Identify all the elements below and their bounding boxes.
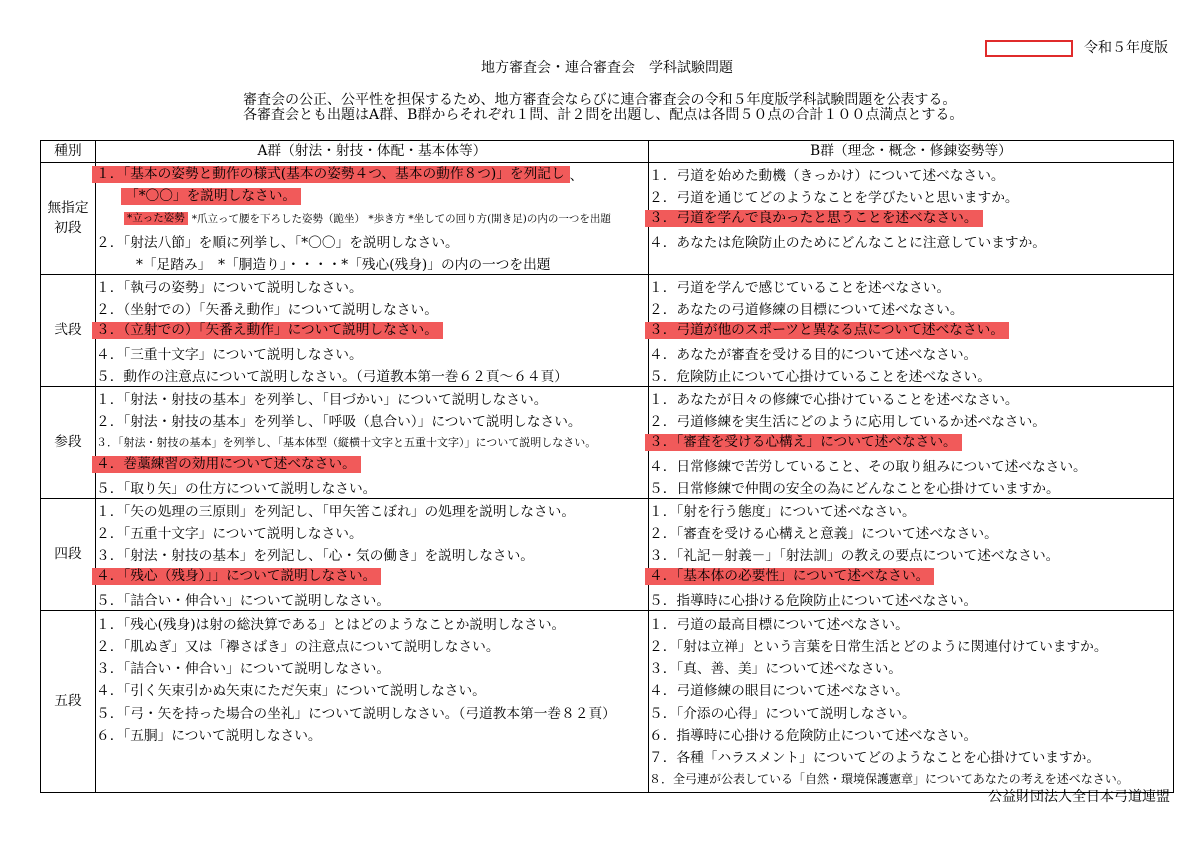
column-header-grade: 種別 [41, 141, 96, 163]
question-item: １．「矢の処理の三原則」を列記し、「甲矢筈こぼれ」の処理を説明しなさい。 [96, 503, 576, 520]
question-item: ４．日常修練で苦労していること、その取り組みについて述べなさい。 [649, 458, 1087, 475]
intro-line: 各審査会とも出題はA群、B群からそれぞれ１問、計２問を出題し、配点は各問５０点の合計１００点満点とする。 [243, 107, 964, 123]
question-item: ２．「五重十文字」について説明しなさい。 [96, 526, 363, 543]
question-item: ４．「引く矢束引かぬ矢束にただ矢束」について説明しなさい。 [96, 683, 486, 700]
question-item: ８．全弓連が公表している「自然・環境保護憲章」についてあなたの考えを述べなさい。 [649, 771, 1129, 786]
question-item: ４．「三重十文字」について説明しなさい。 [96, 346, 363, 363]
highlighted-question: ３．（立射での）「矢番え動作」について説明しなさい。 [92, 322, 443, 339]
question-item: ５．指導時に心掛ける危険防止について述べなさい。 [649, 592, 978, 609]
grade-label: 弐段 [54, 322, 82, 339]
highlighted-question: ４．「基本体の必要性」について述べなさい。 [645, 568, 934, 585]
question-item: ２．弓道を通じてどのようなことを学びたいと思いますか。 [649, 190, 1019, 207]
grade-cell [41, 163, 96, 275]
question-item: ４．あなたは危険防止のためにどんなことに注意していますか。 [649, 234, 1046, 251]
question-item [649, 207, 1173, 229]
row-godan [41, 610, 1174, 792]
intro-text [243, 93, 963, 123]
exam-table [40, 140, 1174, 793]
row-nidan [41, 274, 1174, 386]
question-note: *「足踏み」 *「胴造り」・・・・*「残心(残身)」の内の一つを出題 [136, 256, 551, 273]
question-item: １．あなたが日々の修練で心掛けていることを述べなさい。 [649, 391, 1019, 408]
grade-label: 五段 [54, 693, 82, 710]
question-item [96, 565, 648, 587]
question-tail: 、 [569, 168, 584, 185]
question-item: ２．「射は立禅」という言葉を日常生活とどのように関連付けていますか。 [649, 639, 1108, 656]
question-item: ４．弓道修練の眼目について述べなさい。 [649, 683, 909, 700]
group-a-questions [96, 163, 649, 275]
question-item: １．「執弓の姿勢」について説明しなさい。 [96, 280, 363, 297]
table-header-row [41, 141, 1174, 163]
page-title: 地方審査会・連合審査会 学科試験問題 [481, 60, 733, 76]
row-mushitei-shodan [41, 163, 1174, 275]
question-item: ５．「詰合い・伸合い」について説明しなさい。 [96, 592, 391, 609]
question-note [96, 185, 648, 207]
group-b-questions [649, 163, 1174, 275]
question-item [649, 319, 1173, 341]
grade-label: 無指定 [47, 200, 89, 217]
group-a-questions [96, 386, 649, 498]
row-sandan [41, 386, 1174, 498]
question-item: ２．「審査を受ける心構えと意義」について述べなさい。 [649, 526, 998, 543]
question-item: １．「射法・射技の基本」を列挙し、「目づかい」について説明しなさい。 [96, 391, 548, 408]
highlighted-question: １．「基本の姿勢と動作の様式(基本の姿勢４つ、基本の動作８つ)」を列記し [92, 166, 570, 183]
question-item: ２．「肌ぬぎ」又は「襷さばき」の注意点について説明しなさい。 [96, 639, 500, 656]
group-b-questions [649, 610, 1174, 792]
question-item: ３．「真、善、美」について述べなさい。 [649, 661, 902, 678]
group-a-questions [96, 274, 649, 386]
highlighted-question: ４．「残心（残身）」」について説明しなさい。 [92, 568, 381, 585]
group-b-questions [649, 386, 1174, 498]
group-b-questions [649, 498, 1174, 610]
question-item: ３．「詰合い・伸合い」について説明しなさい。 [96, 661, 391, 678]
grade-cell [41, 498, 96, 610]
question-item: ３．「礼記－射義－」「射法訓」の教えの要点について述べなさい。 [649, 548, 1060, 565]
highlighted-question: ４．巻藁練習の効用について述べなさい。 [92, 456, 361, 473]
grade-label: 四段 [54, 546, 82, 563]
question-item: １．「射を行う態度」について述べなさい。 [649, 503, 916, 520]
question-item: ２．「射法八節」を順に列挙し、「*〇〇」を説明しなさい。 [96, 234, 459, 251]
question-item: ４．あなたが審査を受ける目的について述べなさい。 [649, 346, 978, 363]
question-item: ５．危険防止について心掛けていることを述べなさい。 [649, 368, 991, 385]
edition-label: 令和５年度版 [1084, 40, 1168, 56]
question-item: ５．動作の注意点について説明しなさい。（弓道教本第一巻６２頁～６４頁） [96, 368, 568, 385]
highlighted-question: *立った姿勢 [124, 212, 188, 225]
row-yondan [41, 498, 1174, 610]
question-item: １．「残心(残身)は射の総決算である」とはどのようなことか説明しなさい。 [96, 616, 566, 633]
highlighted-question: ３．弓道を学んで良かったと思うことを述べなさい。 [645, 210, 983, 227]
question-item: １．弓道を学んで感じていることを述べなさい。 [649, 280, 951, 297]
question-item: ５．「介添の心得」について説明しなさい。 [649, 705, 916, 722]
publisher-name: 公益財団法人全日本弓道連盟 [988, 789, 1170, 805]
grade-cell [41, 610, 96, 792]
question-item [649, 431, 1173, 453]
column-header-group-b: B群（理念・概念・修錬姿勢等） [649, 141, 1174, 163]
question-note [96, 207, 648, 229]
highlighted-question: ３．弓道が他のスポーツと異なる点について述べなさい。 [645, 322, 1009, 339]
grade-cell [41, 274, 96, 386]
question-tail: *爪立って腰を下ろした姿勢（跪坐） *歩き方 *坐しての回り方(開き足)の内の一つを出題 [191, 212, 611, 225]
grade-label: 参段 [54, 434, 82, 451]
question-item: ５．日常修練で仲間の安全の為にどんなことを心掛けていますか。 [649, 480, 1060, 497]
question-item: ２．「射法・射技の基本」を列挙し、「呼吸（息合い）」について説明しなさい。 [96, 414, 582, 431]
question-item: ５．「取り矢」の仕方について説明しなさい。 [96, 480, 377, 497]
grade-label: 初段 [54, 220, 82, 237]
highlighted-question: ３．「審査を受ける心構え」について述べなさい。 [645, 434, 962, 451]
question-item: １．弓道を始めた動機（きっかけ）について述べなさい。 [649, 168, 1005, 185]
group-a-questions [96, 498, 649, 610]
question-item [96, 163, 648, 185]
question-item: １．弓道の最高目標について述べなさい。 [649, 616, 909, 633]
column-header-group-a: A群（射法・射技・体配・基本体等） [96, 141, 649, 163]
question-item [649, 565, 1173, 587]
grade-cell [41, 386, 96, 498]
question-item: ６．指導時に心掛ける危険防止について述べなさい。 [649, 727, 978, 744]
edition-box [985, 40, 1073, 57]
question-item: ３．「射法・射技の基本」を列挙し、「基本体型（縦横十文字と五重十文字）」について説明しなさい。 [96, 436, 597, 450]
question-item: ６．「五胴」について説明しなさい。 [96, 727, 322, 744]
highlighted-question: 「*〇〇」を説明しなさい。 [121, 188, 301, 205]
question-item: ５．「弓・矢を持った場合の坐礼」について説明しなさい。（弓道教本第一巻８２頁） [96, 705, 616, 722]
question-item [96, 453, 648, 475]
question-item [96, 319, 648, 341]
group-b-questions [649, 274, 1174, 386]
group-a-questions [96, 610, 649, 792]
question-item: ３．「射法・射技の基本」を列記し、「心・気の働き」を説明しなさい。 [96, 548, 534, 565]
intro-line: 審査会の公正、公平性を担保するため、地方審査会ならびに連合審査会の令和５年度版学科試験問題を公表する。 [243, 92, 957, 108]
question-item: ２．（坐射での）「矢番え動作」について説明しなさい。 [96, 302, 438, 319]
question-item: ２．弓道修練を実生活にどのように応用しているか述べなさい。 [649, 414, 1046, 431]
question-item: ７．各種「ハラスメント」についてどのようなことを心掛けていますか。 [649, 749, 1101, 766]
question-item: ２．あなたの弓道修練の目標について述べなさい。 [649, 302, 964, 319]
